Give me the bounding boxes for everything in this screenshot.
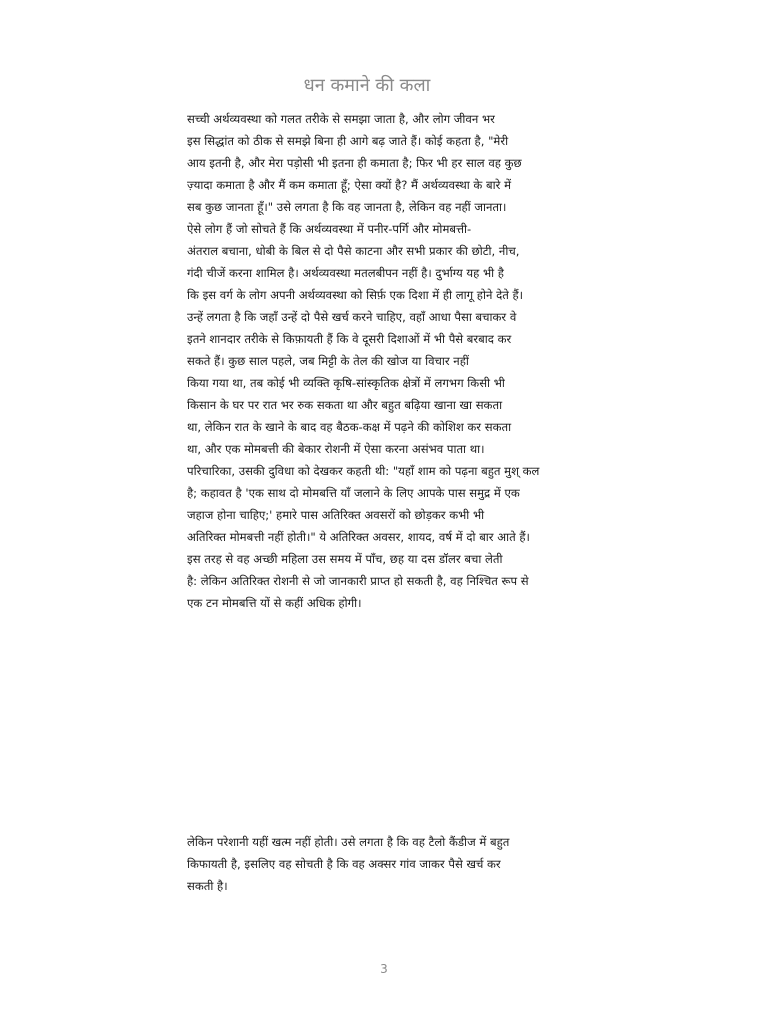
text-line: सकती है। bbox=[187, 879, 228, 893]
text-line: इस तरह से वह अच्छी महिला उस समय में पाँच, छह या दस डॉलर बचा लेती bbox=[187, 552, 503, 566]
text-line: कि इस वर्ग के लोग अपनी अर्थव्यवस्था को सिर्फ़ एक दिशा में ही लागू होने देते हैं। bbox=[187, 288, 524, 302]
text-line: सकते हैं। कुछ साल पहले, जब मिट्टी के तेल की खोज या विचार नहीं bbox=[187, 354, 469, 368]
page-title: धन कमाने की कला bbox=[303, 75, 431, 96]
text-line: ऐसे लोग हैं जो सोचते हैं कि अर्थव्यवस्था में पनीर-पर्गि और मोमबत्ती- bbox=[187, 222, 472, 236]
paragraph-2 bbox=[187, 831, 577, 897]
text-line: सच्ची अर्थव्यवस्था को गलत तरीके से समझा जाता है, और लोग जीवन भर bbox=[187, 112, 495, 126]
text-line: इस सिद्धांत को ठीक से समझे बिना ही आगे बढ़ जाते हैं। कोई कहता है, "मेरी bbox=[187, 134, 509, 148]
text-line: सब कुछ जानता हूँ।" उसे लगता है कि वह जानता है, लेकिन वह नहीं जानता। bbox=[187, 200, 507, 214]
text-line: लेकिन परेशानी यहीं खत्म नहीं होती। उसे लगता है कि वह टैलो कैंडीज में बहुत bbox=[187, 835, 510, 849]
text-line: किसान के घर पर रात भर रुक सकता था और बहुत बढ़िया खाना खा सकता bbox=[187, 398, 503, 412]
text-line: अंतराल बचाना, धोबी के बिल से दो पैसे काटना और सभी प्रकार की छोटी, नीच, bbox=[187, 244, 520, 258]
text-line: था, लेकिन रात के खाने के बाद वह बैठक-कक्ष में पढ़ने की कोशिश कर सकता bbox=[187, 420, 512, 434]
text-line: ज़्यादा कमाता है और मैं कम कमाता हूँ; ऐसा क्यों है? मैं अर्थव्यवस्था के बारे में bbox=[187, 178, 512, 192]
text-line: अतिरिक्त मोमबत्ती नहीं होती।" ये अतिरिक्त अवसर, शायद, वर्ष में दो बार आते हैं। bbox=[187, 530, 530, 544]
text-line: किया गया था, तब कोई भी व्यक्ति कृषि-सांस्कृतिक क्षेत्रों में लगभग किसी भी bbox=[187, 376, 505, 390]
text-line: गंदी चीजें करना शामिल है। अर्थव्यवस्था मतलबीपन नहीं है। दुर्भाग्य यह भी है bbox=[187, 266, 504, 280]
text-line: इतने शानदार तरीके से किफ़ायती हैं कि वे दूसरी दिशाओं में भी पैसे बरबाद कर bbox=[187, 332, 512, 346]
text-line: है; कहावत है 'एक साथ दो मोमबत्ति याँ जलाने के लिए आपके पास समुद्र में एक bbox=[187, 486, 520, 500]
text-line: उन्हें लगता है कि जहाँ उन्हें दो पैसे खर्च करने चाहिए, वहाँ आधा पैसा बचाकर वे bbox=[187, 310, 517, 324]
text-line: एक टन मोमबत्ति यों से कहीं अधिक होगी। bbox=[187, 596, 362, 610]
text-line: आय इतनी है, और मेरा पड़ोसी भी इतना ही कमाता है; फिर भी हर साल वह कुछ bbox=[187, 156, 522, 170]
text-line: किफायती है, इसलिए वह सोचती है कि वह अक्सर गांव जाकर पैसे खर्च कर bbox=[187, 857, 501, 871]
text-line: है: लेकिन अतिरिक्त रोशनी से जो जानकारी प्राप्त हो सकती है, वह निश्चित रूप से bbox=[187, 574, 529, 588]
paragraph-1 bbox=[187, 108, 577, 614]
text-line: परिचारिका, उसकी दुविधा को देखकर कहती थी: "यहाँ शाम को पढ़ना बहुत मुश् कल bbox=[187, 464, 540, 478]
text-line: था, और एक मोमबत्ती की बेकार रोशनी में ऐसा करना असंभव पाता था। bbox=[187, 442, 485, 456]
text-line: जहाज होना चाहिए;' हमारे पास अतिरिक्त अवसरों को छोड़कर कभी भी bbox=[187, 508, 485, 522]
page-number: 3 bbox=[380, 962, 388, 976]
